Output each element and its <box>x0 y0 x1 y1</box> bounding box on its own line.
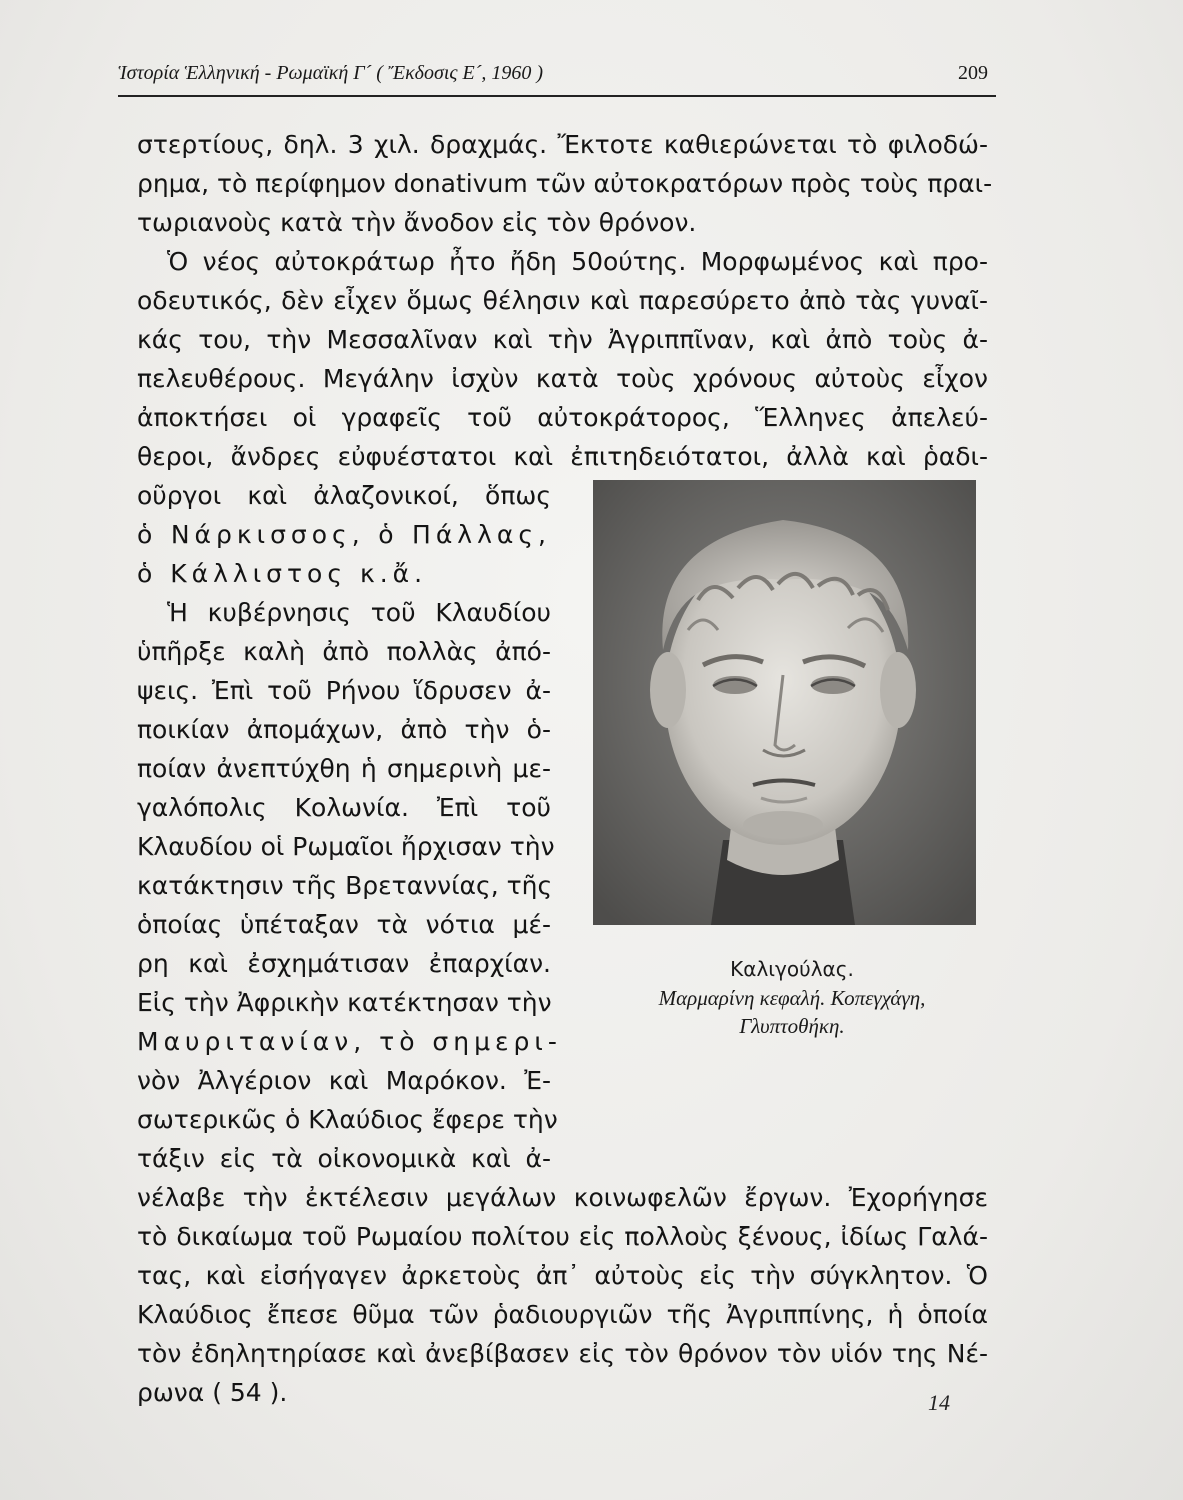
text-line: γαλόπολις Κολωνία. Ἐπὶ τοῦ <box>137 793 551 822</box>
text-line: ρημα, τὸ περίφημον donativum τῶν αὐτοκρατόρων πρὸς τοὺς πραι- <box>137 169 993 198</box>
text-line: ψεις. Ἐπὶ τοῦ Ρήνου ἵδρυσεν ἀ- <box>137 676 551 705</box>
bust-illustration <box>593 480 976 925</box>
text-line: νέλαβε τὴν ἐκτέλεσιν μεγάλων κοινωφελῶν ἔργων. Ἐχορήγησε <box>137 1183 988 1212</box>
text-line: Κλαύδιος ἔπεσε θῦμα τῶν ῥαδιουργιῶν τῆς Ἀγριππίνης, ἡ ὁποία <box>137 1300 988 1329</box>
text-line: πελευθέρους. Μεγάλην ἰσχὺν κατὰ τοὺς χρόνους αὐτοὺς εἶχον <box>137 364 988 393</box>
text-line: ρη καὶ ἐσχημάτισαν ἐπαρχίαν. <box>137 949 551 978</box>
text-line: νὸν Ἀλγέριον καὶ Μαρόκον. Ἐ- <box>137 1066 551 1095</box>
text-line: Κλαυδίου οἱ Ρωμαῖοι ἤρχισαν τὴν <box>137 832 555 861</box>
text-line: τὸν ἐδηλητηρίασε καὶ ἀνεβίβασεν εἰς τὸν θρόνον τὸν υἱόν της Νέ- <box>137 1339 988 1368</box>
header-rule <box>118 95 996 97</box>
text-line: ὑπῆρξε καλὴ ἀπὸ πολλὰς ἀπό- <box>137 637 551 666</box>
text-line: σωτερικῶς ὁ Κλαύδιος ἔφερε τὴν <box>137 1105 558 1134</box>
text-line: τωριανοὺς κατὰ τὴν ἄνοδον εἰς τὸν θρόνον. <box>137 208 697 237</box>
text-line: οῦργοι καὶ ἀλαζονικοί, ὅπως <box>137 481 551 510</box>
text-line: ὁ Νάρκισσος, ὁ Πάλλας, <box>137 520 551 549</box>
text-line: τάξιν εἰς τὰ οἰκονομικὰ καὶ ἀ- <box>137 1144 551 1173</box>
text-line: στερτίους, δηλ. 3 χιλ. δραχμάς. Ἔκτοτε καθιερώνεται τὸ φιλοδώ- <box>137 130 988 159</box>
signature-mark: 14 <box>928 1390 950 1415</box>
text-line: Εἰς τὴν Ἀφρικὴν κατέκτησαν τὴν <box>137 988 552 1017</box>
text-line: Ὁ νέος αὐτοκράτωρ ἦτο ἤδη 50ούτης. Μορφωμένος καὶ προ- <box>167 247 988 276</box>
figure-caption-title: Καλιγούλας. <box>730 957 854 981</box>
text-line: Μαυριτανίαν, τὸ σημερι- <box>137 1027 562 1056</box>
text-line: ὁ Κάλλιστος κ.ἄ. <box>137 559 428 588</box>
page-number: 209 <box>958 62 988 84</box>
text-line: οδευτικός, δὲν εἶχεν ὅμως θέλησιν καὶ παρεσύρετο ἀπὸ τὰς γυναῖ- <box>137 286 988 315</box>
text-line: κάς του, τὴν Μεσσαλῖναν καὶ τὴν Ἀγριππῖναν, καὶ ἀπὸ τοὺς ἀ- <box>137 325 988 354</box>
text-line: ποικίαν ἀπομάχων, ἀπὸ τὴν ὁ- <box>137 715 551 744</box>
text-line: ρωνα ( 54 ). <box>137 1378 288 1407</box>
running-head: Ἱστορία Ἑλληνική - Ρωμαϊκή Γ´ ( Ἔκδοσις Ε´, 1960 ) <box>118 62 544 84</box>
text-line: ὁποίας ὑπέταξαν τὰ νότια μέ- <box>137 910 551 939</box>
bust-photo <box>593 480 976 925</box>
text-line: ἀποκτήσει οἱ γραφεῖς τοῦ αὐτοκράτορος, Ἕλληνες ἀπελεύ- <box>137 403 988 432</box>
figure-caption-line: Γλυπτοθήκη. <box>739 1014 845 1038</box>
text-line: θεροι, ἄνδρες εὐφυέστατοι καὶ ἐπιτηδειότατοι, ἀλλὰ καὶ ῥαδι- <box>137 442 988 471</box>
text-line: τας, καὶ εἰσήγαγεν ἀρκετοὺς ἀπ᾽ αὐτοὺς εἰς τὴν σύγκλητον. Ὁ <box>137 1261 988 1290</box>
text-line: Ἡ κυβέρνησις τοῦ Κλαυδίου <box>167 598 551 627</box>
figure-caption-line: Μαρμαρίνη κεφαλή. Κοπεγχάγη, <box>658 986 926 1010</box>
page-header <box>118 62 988 92</box>
text-line: ποίαν ἀνεπτύχθη ἡ σημερινὴ με- <box>137 754 551 783</box>
text-line: τὸ δικαίωμα τοῦ Ρωμαίου πολίτου εἰς πολλοὺς ξένους, ἰδίως Γαλά- <box>137 1222 988 1251</box>
text-line: κατάκτησιν τῆς Βρεταννίας, τῆς <box>137 871 553 900</box>
